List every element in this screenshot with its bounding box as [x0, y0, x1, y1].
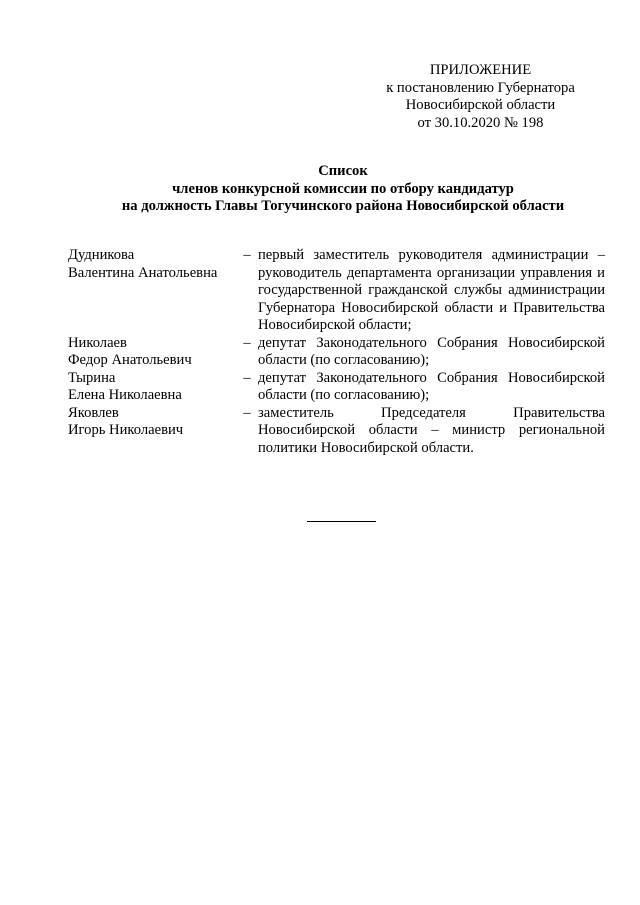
member-given-name: Игорь Николаевич	[68, 422, 184, 438]
member-name	[68, 370, 236, 405]
appendix-label: ПРИЛОЖЕНИЕ	[429, 62, 532, 78]
member-surname: Яковлев	[68, 404, 119, 421]
appendix-header	[380, 62, 581, 132]
document-title	[40, 163, 640, 216]
member-surname: Тырина	[68, 369, 116, 386]
member-name	[68, 405, 236, 440]
member-name	[68, 247, 236, 282]
member-dash: –	[243, 369, 251, 386]
member-row	[68, 370, 605, 405]
member-row	[68, 335, 605, 370]
member-role: депутат Законодательного Собрания Новосибирской области (по согласованию);	[258, 369, 605, 403]
member-role: первый заместитель руководителя администрации – руководитель департамента организации управления и государственной гражданской службы администрации Губернатора Новосибирской области и Правительства Новосибирской области;	[258, 247, 605, 333]
appendix-resolution-ref: к постановлению Губернатора	[386, 79, 575, 96]
member-given-name: Елена Николаевна	[68, 387, 182, 403]
appendix-region: Новосибирской области	[405, 97, 556, 113]
member-surname: Николаев	[68, 334, 127, 351]
members-list	[68, 247, 605, 457]
member-name	[68, 335, 236, 370]
member-role: депутат Законодательного Собрания Новосибирской области (по согласованию);	[258, 334, 605, 368]
member-given-name: Валентина Анатольевна	[68, 264, 218, 281]
member-dash: –	[243, 404, 251, 421]
member-dash: –	[243, 334, 251, 351]
member-row	[68, 247, 605, 335]
member-dash: –	[243, 247, 251, 263]
member-role: заместитель Председателя Правительства Новосибирской области – министр региональной политики Новосибирской области.	[258, 404, 605, 456]
title-line-1: Список	[318, 163, 368, 179]
title-line-3: на должность Главы Тогучинского района Новосибирской области	[121, 198, 565, 214]
title-line-2: членов конкурсной комиссии по отбору кандидатур	[172, 180, 514, 197]
closing-rule	[307, 521, 376, 522]
appendix-date-number: от 30.10.2020 № 198	[417, 114, 544, 131]
member-given-name: Федор Анатольевич	[68, 352, 192, 368]
member-surname: Дудникова	[68, 247, 135, 263]
member-row	[68, 405, 605, 458]
